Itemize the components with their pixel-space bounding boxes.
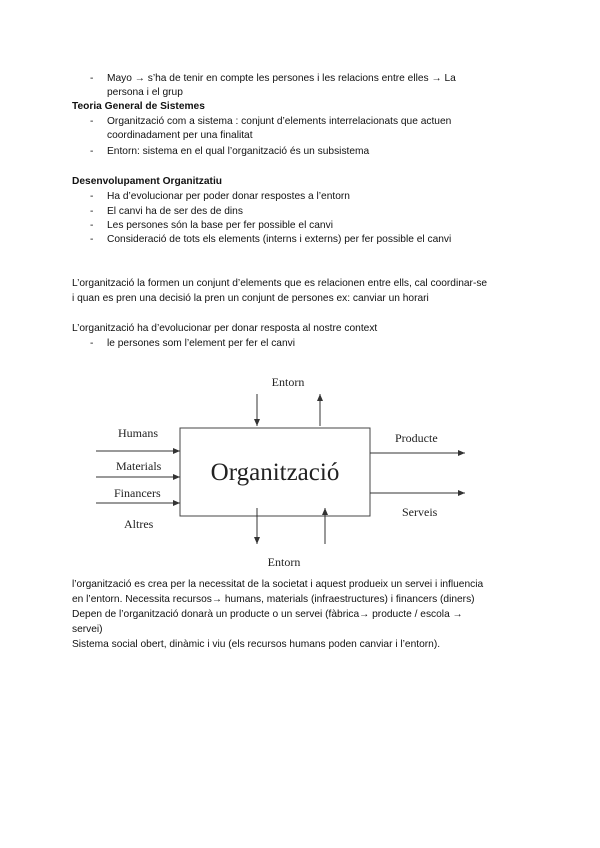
- para1-line-1: L’organització la formen un conjunt d’elements que es relacionen entre ells, cal coordinar-se: [72, 278, 488, 289]
- bullet-dash: -: [90, 220, 94, 231]
- bullet-dash: -: [90, 191, 94, 202]
- bullet-dash: -: [90, 338, 94, 349]
- input-label-financers: Financers: [114, 486, 161, 500]
- para3-line-3: Depen de l’organització donarà un producte o un servei (fàbrica→ producte / escola →: [72, 609, 463, 620]
- bullet-dash: -: [90, 234, 94, 245]
- organization-label: Organització: [210, 459, 340, 486]
- bullet-dash: -: [90, 116, 94, 127]
- input-label-materials: Materials: [116, 459, 162, 473]
- tgs-item-1-line-1: Organització com a sistema : conjunt d’elements interrelacionats que actuen: [107, 116, 452, 127]
- para3-line-1: l’organització es crea per la necessitat de la societat i aquest produeix un servei i influencia: [72, 579, 484, 590]
- mayo-line-1: Mayo → s’ha de tenir en compte les persones i les relacions entre elles → La: [107, 73, 456, 84]
- desenv-item-4: Consideració de tots els elements (interns i externs) per fer possible el canvi: [107, 234, 452, 245]
- output-label-producte: Producte: [395, 431, 438, 445]
- para3-line-2: en l’entorn. Necessita recursos→ humans, materials (infraestructures) i financers (diners): [72, 594, 475, 605]
- para3-line-5: Sistema social obert, dinàmic i viu (els recursos humans poden canviar i l’entorn).: [72, 639, 441, 650]
- para3-line-4: servei): [72, 624, 103, 635]
- para2-line-1: L’organització ha d’evolucionar per donar resposta al nostre context: [72, 323, 378, 334]
- desenv-item-1: Ha d’evolucionar per poder donar respostes a l’entorn: [107, 191, 350, 202]
- bullet-dash: -: [90, 73, 94, 84]
- input-label-altres: Altres: [124, 517, 154, 531]
- desenv-heading: Desenvolupament Organitzatiu: [72, 176, 223, 187]
- desenv-item-3: Les persones són la base per fer possible el canvi: [107, 220, 333, 231]
- bullet-dash: -: [90, 206, 94, 217]
- mayo-line-2: persona i el grup: [107, 87, 183, 98]
- input-label-humans: Humans: [118, 426, 158, 440]
- para1-line-2: i quan es pren una decisió la pren un conjunt de persones ex: canviar un horari: [72, 293, 429, 304]
- output-label-serveis: Serveis: [402, 505, 438, 519]
- tgs-item-1-line-2: coordinadament per una finalitat: [107, 130, 253, 141]
- bullet-dash: -: [90, 146, 94, 157]
- organization-system-diagram: [0, 360, 600, 575]
- environment-bottom-label: Entorn: [267, 555, 301, 569]
- tgs-heading: Teoria General de Sistemes: [72, 101, 205, 112]
- para2-item: le persones som l’element per fer el canvi: [107, 338, 295, 349]
- environment-top-label: Entorn: [271, 375, 305, 389]
- desenv-item-2: El canvi ha de ser des de dins: [107, 206, 243, 217]
- tgs-item-2: Entorn: sistema en el qual l’organització és un subsistema: [107, 146, 370, 157]
